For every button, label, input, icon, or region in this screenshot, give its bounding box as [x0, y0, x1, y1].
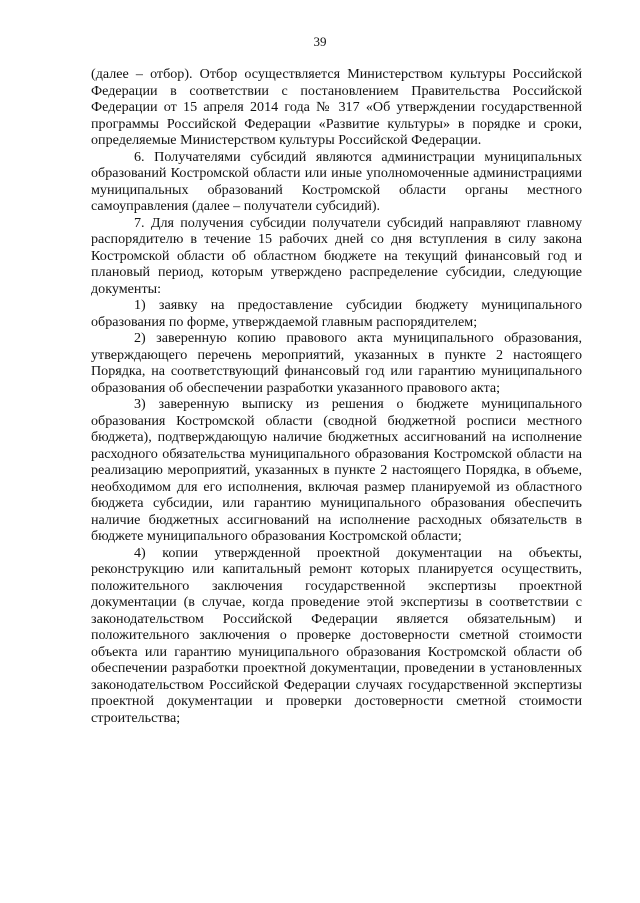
- list-item-2: 2) заверенную копию правового акта муниципального образования, утверждающего перечень мероприятий, указанных в пункте 2 настоящего Порядка, на соответствующий финансовый год или гарантию муниципального образования об обеспечении разработки указанного правового акта;: [91, 330, 582, 396]
- list-item-3: 3) заверенную выписку из решения о бюджете муниципального образования Костромской области (сводной бюджетной росписи местного бюджета), подтверждающую наличие бюджетных ассигнований на исполнение расходного обязательства муниципального образования Костромской области на реализацию мероприятий, указанных в пункте 2 настоящего Порядка, в объеме, необходимом для его исполнения, включая размер планируемой из областного бюджета субсидии, или гарантию муниципального образования обеспечить наличие бюджетных ассигнований на исполнение расходных обязательств в бюджете муниципального образования Костромской области;: [91, 396, 582, 544]
- paragraph-continuation: (далее – отбор). Отбор осуществляется Министерством культуры Российской Федерации в соответствии с постановлением Правительства Российской Федерации от 15 апреля 2014 года № 317 «Об утверждении государственной программы Российской Федерации «Развитие культуры» в порядке и сроки, определяемые Министерством культуры Российской Федерации.: [91, 66, 582, 148]
- paragraph-item-6: 6. Получателями субсидий являются администрации муниципальных образований Костромской области или иные уполномоченные администрациями муниципальных образований Костромской области органы местного самоуправления (далее – получатели субсидий).: [91, 148, 582, 214]
- page-number: 39: [313, 34, 327, 49]
- list-item-1: 1) заявку на предоставление субсидии бюджету муниципального образования по форме, утверждаемой главным распорядителем;: [91, 297, 582, 330]
- paragraph-item-7: 7. Для получения субсидии получатели субсидий направляют главному распорядителю в течение 15 рабочих дней со дня вступления в силу закона Костромской области об областном бюджете на текущий финансовый год и плановый период, которым утверждено распределение субсидии, следующие документы:: [91, 214, 582, 297]
- list-item-4: 4) копии утвержденной проектной документации на объекты, реконструкцию или капитальный ремонт которых планируется осуществить, положительного заключения государственной экспертизы проектной документации (в случае, когда проведение этой экспертизы в соответствии с законодательством Российской Федерации является обязательным) и положительного заключения о проверке достоверности сметной стоимости объекта или гарантию муниципального образования Костромской области об обеспечении разработки проектной документации, проведении в установленных законодательством Российской Федерации случаях государственной экспертизы проектной документации и проверки достоверности сметной стоимости строительства;: [91, 544, 582, 726]
- document-body: [91, 66, 582, 726]
